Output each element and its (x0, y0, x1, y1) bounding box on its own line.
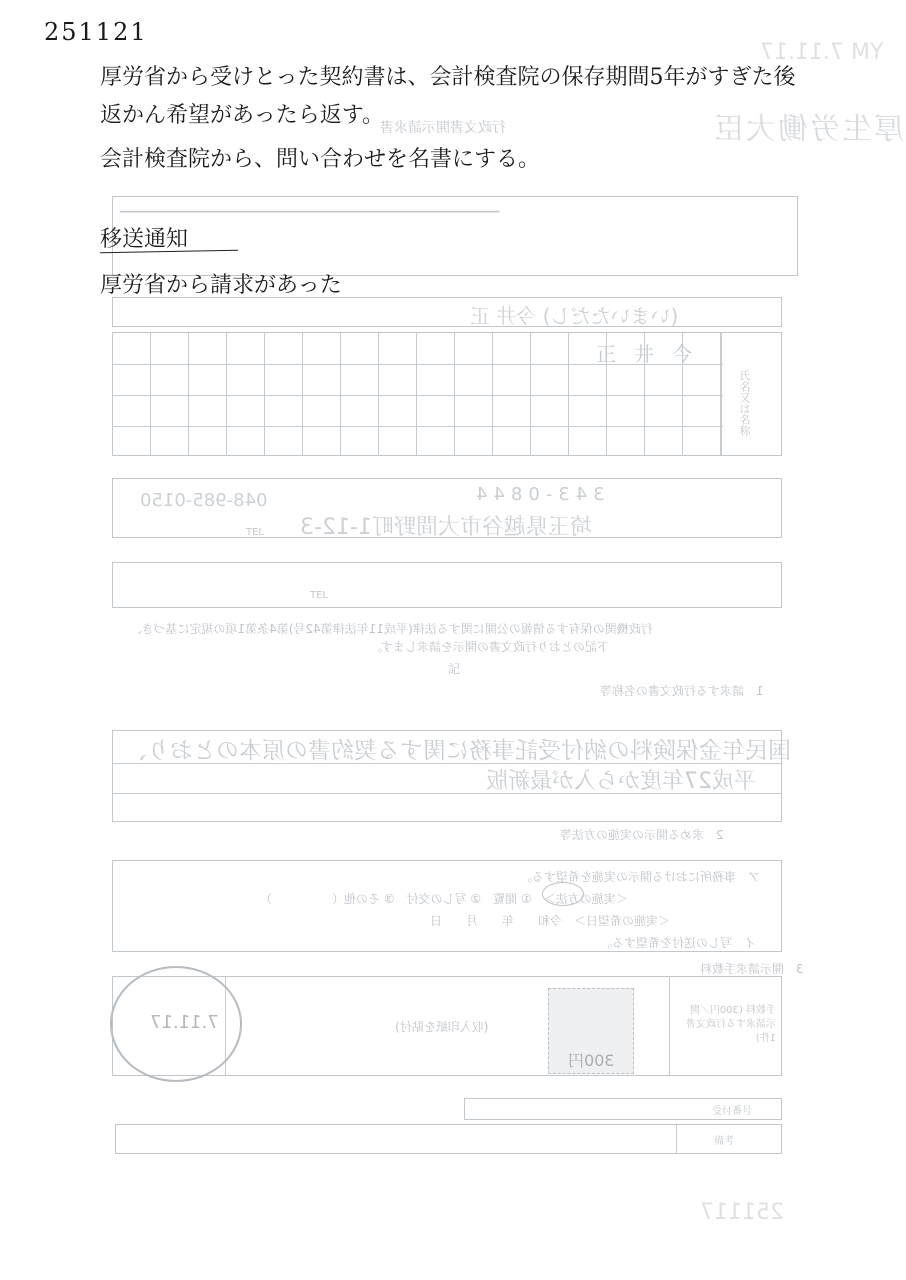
faint-corner-stamp-top: YM 7.11.17 (760, 40, 884, 65)
faint-law-text-2: 下記のとおり行政文書の開示を請求します。 (370, 640, 610, 654)
faint-grid-char-1: 今 (672, 342, 692, 366)
faint-method-a: ア 事務所における開示の実施を希望する。 (520, 870, 761, 884)
faint-received-stamp-date: 7.11.17 (150, 1012, 219, 1033)
faint-stamp-value: 300円 (568, 1051, 615, 1070)
faint-section-1: 1 請求する行政文書の名称等 (600, 684, 764, 698)
faint-section-3: 3 開示請求手数料 (700, 962, 804, 976)
faint-fee-text: 手数料 (300円／開示請求する行政文書1件) (686, 1005, 776, 1044)
faint-grid-char-3: 正 (596, 342, 616, 366)
faint-name-side-label: 氏名又は名称 (738, 370, 751, 436)
faint-tel-label: TEL (246, 527, 264, 538)
faint-method-date: ＜実施の希望日＞ 令和 年 月 日 (430, 914, 671, 928)
faint-receipt-label: 受付番号 (712, 1106, 752, 1117)
faint-name-box (112, 297, 782, 327)
faint-stamp-label: (収入印紙を貼付) (395, 1020, 489, 1034)
faint-grid-char-2: 井 (634, 342, 654, 366)
faint-circle-mark (542, 882, 584, 906)
faint-remarks-label: 備考 (714, 1136, 734, 1147)
faint-address: 埼玉県越谷市大間野町1-12-3 (300, 515, 592, 540)
handwritten-line-4: 移送通知 (100, 227, 189, 252)
handwritten-date: 251121 (44, 18, 148, 46)
handwritten-line-2: 返かん希望があったら返す。 (100, 103, 385, 128)
faint-ki: 記 (448, 662, 461, 676)
faint-contact-box (112, 562, 782, 608)
faint-method-b: イ 写しの送付を希望する。 (600, 936, 757, 950)
faint-instruction-text: ━━━━━━━━━━━━━━━━━━━━━━━━━━━━━━━━━━━━━━━━━━━━━━━━━━━━━━━━━━━━━━━ (120, 207, 500, 218)
faint-law-text: 行政機関の保有する情報の公開に関する法律(平成11年法律第42号)第4条第1項の規定に基づき、 (130, 622, 653, 636)
faint-ministry-name: 厚生労働大臣 (712, 112, 904, 147)
faint-method-list: ＜実施の方法＞ ① 閲覧 ② 写しの交付 ③ その他（ ） (260, 892, 628, 906)
handwritten-line-3: 会計検査院から、問い合わせを名書にする。 (100, 147, 541, 172)
faint-corner-stamp-bottom: 251117 (700, 1200, 784, 1225)
faint-docname-line-1: 国民年金保険料の納付受託事務に関する契約書の原本のとおり、 (124, 738, 791, 764)
handwritten-line-5: 厚労省から請求があった (100, 273, 342, 298)
faint-docname-line-2: 平成27年度から入が最新版 (486, 769, 756, 794)
faint-contact-tel: TEL (310, 590, 328, 601)
faint-phone: 048-985-0150 (140, 490, 268, 511)
faint-form-title: 行政文書開示請求書 (380, 120, 506, 136)
faint-remarks-box (115, 1124, 782, 1154)
handwritten-line-1: 厚労省から受けとった契約書は、会計検査院の保存期間5年がすぎた後 (100, 65, 796, 90)
faint-postcode: 343-0844 (470, 484, 605, 505)
faint-name-value: (いまいただし) 今井 正 (470, 304, 679, 328)
faint-section-2: 2 求める開示の実施の方法等 (560, 828, 724, 842)
